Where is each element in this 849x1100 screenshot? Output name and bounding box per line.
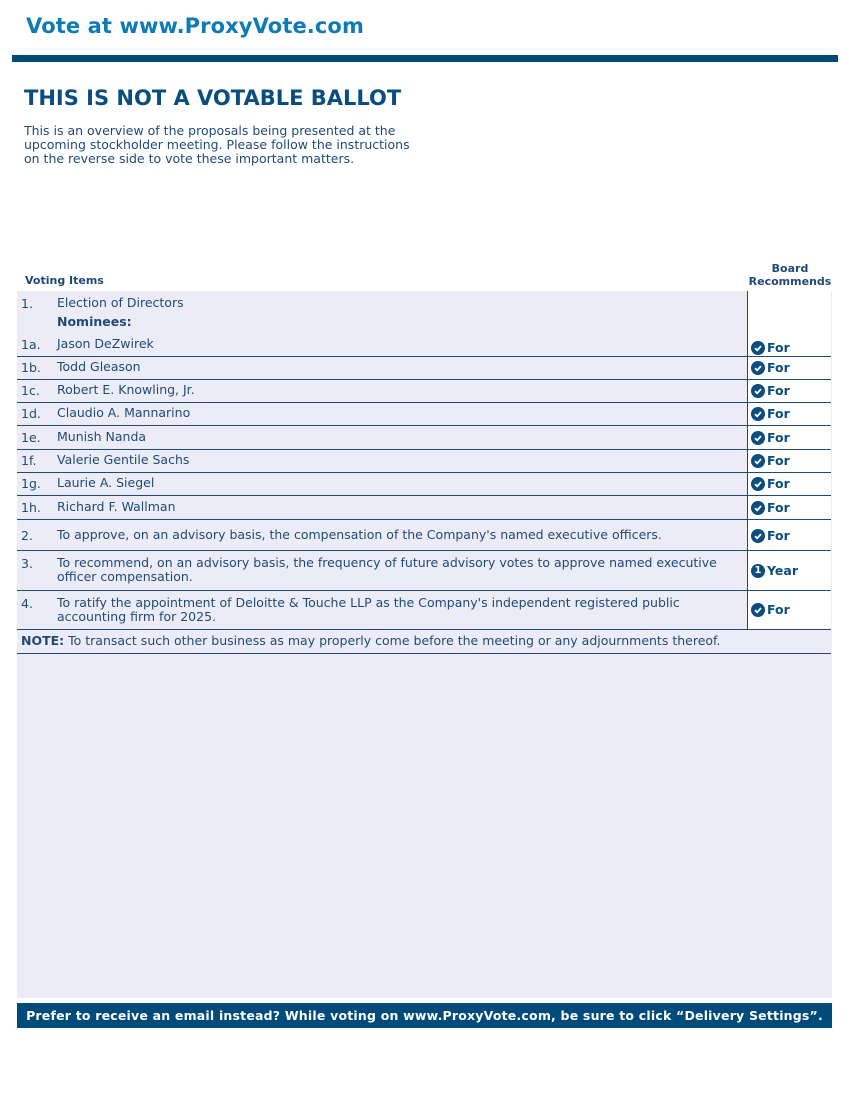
voting-items-label: Voting Items <box>25 274 104 287</box>
check-icon <box>751 407 765 421</box>
recommendation <box>751 476 790 491</box>
proposal-text: To recommend, on an advisory basis, the frequency of future advisory votes to approve named executive officer compensation. <box>57 555 717 584</box>
election-row <box>17 291 831 336</box>
nominee-row <box>17 403 831 426</box>
proposal-row <box>17 591 831 630</box>
recommendation <box>751 563 798 578</box>
proposal-number: 3. <box>21 556 33 571</box>
recommendation <box>751 383 790 398</box>
recommendation-label: For <box>767 453 790 468</box>
nominee-name: Jason DeZwirek <box>57 336 154 351</box>
check-icon <box>751 603 765 617</box>
site-title: Vote at www.ProxyVote.com <box>26 14 364 38</box>
nominee-row <box>17 496 831 520</box>
nominee-number: 1e. <box>21 430 41 445</box>
board-recommends-line-2: Recommends <box>748 275 832 288</box>
nominee-row <box>17 450 831 473</box>
check-icon <box>751 454 765 468</box>
recommendation-label: For <box>767 528 790 543</box>
recommendation-label: For <box>767 383 790 398</box>
nominee-name: Munish Nanda <box>57 429 147 444</box>
recommendation-label: For <box>767 476 790 491</box>
recommendation-label: For <box>767 340 790 355</box>
nominee-number: 1d. <box>21 406 41 421</box>
recommendation <box>751 528 790 543</box>
proposal-text: To ratify the appointment of Deloitte & Touche LLP as the Company's independent registered public accounting firm for 2025. <box>57 595 680 624</box>
check-icon <box>751 384 765 398</box>
recommendation <box>751 340 790 355</box>
note-row <box>17 630 831 654</box>
recommendation <box>751 406 790 421</box>
nominee-row <box>17 473 831 496</box>
nominees-label: Nominees: <box>57 314 132 329</box>
recommendation <box>751 602 790 617</box>
page-headline: THIS IS NOT A VOTABLE BALLOT <box>24 86 402 110</box>
nominee-name: Valerie Gentile Sachs <box>57 452 190 467</box>
nominee-number: 1f. <box>21 453 37 468</box>
nominee-number: 1c. <box>21 383 40 398</box>
check-icon <box>751 477 765 491</box>
recommendation <box>751 360 790 375</box>
nominee-name: Laurie A. Siegel <box>57 475 155 490</box>
item-number: 1. <box>21 296 33 311</box>
check-icon <box>751 361 765 375</box>
nominee-name: Richard F. Wallman <box>57 499 176 514</box>
nominee-number: 1b. <box>21 360 41 375</box>
proposal-number: 2. <box>21 528 33 543</box>
recommendation <box>751 500 790 515</box>
proposal-row <box>17 520 831 551</box>
recommendation-label: For <box>767 430 790 445</box>
nominee-row <box>17 336 831 357</box>
nominee-row <box>17 426 831 450</box>
nominee-name: Claudio A. Mannarino <box>57 405 191 420</box>
proposal-number: 4. <box>21 596 33 611</box>
board-recommends-line-1: Board <box>771 262 809 275</box>
check-icon <box>751 431 765 445</box>
nominee-number: 1g. <box>21 476 41 491</box>
item-text: Election of Directors <box>57 295 184 310</box>
proposal-text: To approve, on an advisory basis, the compensation of the Company's named executive officers. <box>57 527 662 542</box>
nominee-number: 1a. <box>21 337 41 352</box>
footer-banner: Prefer to receive an email instead? While voting on www.ProxyVote.com, be sure to click “Delivery Settings”. <box>17 1003 832 1028</box>
number-one-icon: 1 <box>751 564 765 578</box>
nominee-name: Robert E. Knowling, Jr. <box>57 382 195 397</box>
recommendation <box>751 453 790 468</box>
nominee-row <box>17 357 831 380</box>
recommendation-label: For <box>767 602 790 617</box>
header-rule <box>12 55 838 62</box>
proposal-row <box>17 551 831 591</box>
recommendation <box>751 430 790 445</box>
check-icon <box>751 341 765 355</box>
check-icon <box>751 529 765 543</box>
nominee-row <box>17 380 831 403</box>
check-icon <box>751 501 765 515</box>
recommendation-label: For <box>767 406 790 421</box>
note-text: To transact such other business as may properly come before the meeting or any adjournments thereof. <box>64 633 721 648</box>
note-label: NOTE: <box>21 633 65 648</box>
board-recommends-label <box>748 262 832 288</box>
recommendation-label: Year <box>767 563 798 578</box>
intro-text: This is an overview of the proposals being presented at the upcoming stockholder meeting. Please follow the instructions on the reverse side to vote these important matters. <box>24 123 410 166</box>
nominee-name: Todd Gleason <box>57 359 141 374</box>
recommendation-label: For <box>767 500 790 515</box>
recommendation-label: For <box>767 360 790 375</box>
nominee-number: 1h. <box>21 500 41 515</box>
